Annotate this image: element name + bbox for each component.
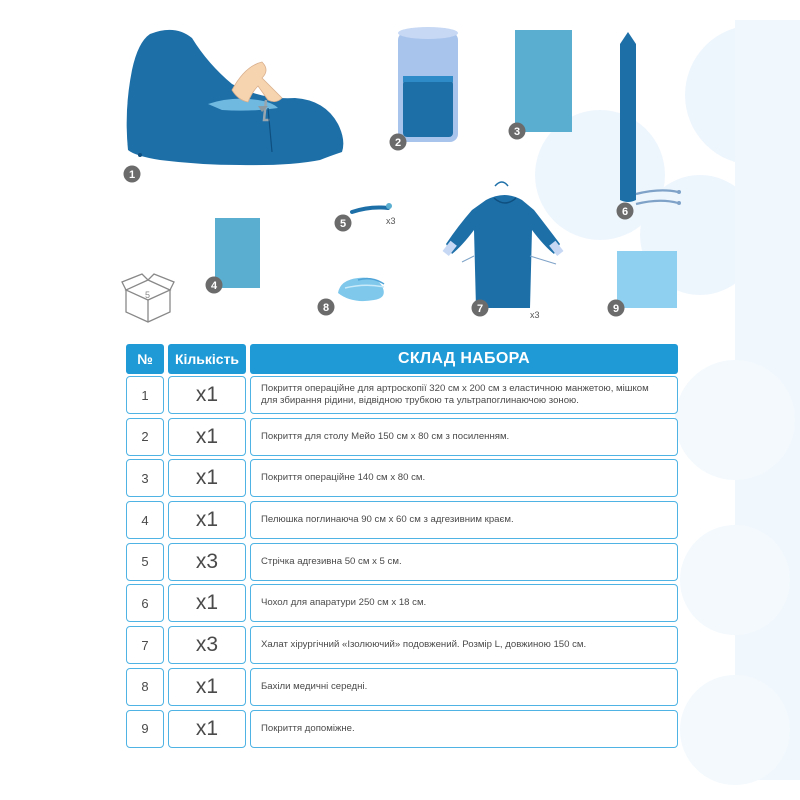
- badge-6-label: 6: [621, 206, 629, 218]
- table-row: [126, 626, 678, 664]
- header-quantity: Кількість: [168, 344, 246, 374]
- row-quantity: x1: [168, 584, 246, 622]
- badge-2-label: 2: [394, 137, 402, 149]
- row-quantity: x3: [168, 543, 246, 581]
- row-description: Покриття для столу Мейо 150 см х 80 см з посиленням.: [250, 418, 678, 456]
- item-9-auxiliary-cover: [617, 251, 677, 308]
- row-quantity: x1: [168, 501, 246, 539]
- row-number: 2: [126, 418, 164, 456]
- row-description: Бахіли медичні середні.: [250, 668, 678, 706]
- badge-1-label: 1: [128, 169, 136, 181]
- table-row: [126, 668, 678, 706]
- table-row: [126, 418, 678, 456]
- header-composition: СКЛАД НАБОРА: [250, 344, 678, 374]
- item-5-adhesive-tape: [352, 203, 392, 212]
- item-1-arthroscopy-drape: [127, 30, 344, 165]
- table-body: [126, 376, 678, 748]
- row-number: 1: [126, 376, 164, 414]
- table-row: [126, 501, 678, 539]
- row-number: 4: [126, 501, 164, 539]
- table-row: [126, 543, 678, 581]
- badge-8-label: 8: [322, 302, 330, 314]
- badge-4-label: 4: [210, 280, 218, 292]
- row-description: Покриття операційне для артроскопії 320 см х 200 см з еластичною манжетою, мішком для збирання рідини, відвідною трубкою та ультрапоглинаючою зоною.: [250, 376, 678, 414]
- table-row: [126, 584, 678, 622]
- row-number: 8: [126, 668, 164, 706]
- item-4-absorbent-pad: [215, 218, 260, 288]
- badge-9-label: 9: [612, 303, 620, 315]
- row-description: Пелюшка поглинаюча 90 см х 60 см з адгезивним краєм.: [250, 501, 678, 539]
- item-3-operating-drape: [515, 30, 572, 132]
- badge-5-label: 5: [339, 218, 347, 230]
- item-8-shoe-covers: [338, 278, 384, 301]
- badge-3-label: 3: [513, 126, 521, 138]
- row-number: 9: [126, 710, 164, 748]
- row-description: Халат хірургічний «Ізолюючий» подовжений. Розмір L, довжиною 150 см.: [250, 626, 678, 664]
- row-quantity: x1: [168, 668, 246, 706]
- gown-count: x3: [530, 310, 540, 320]
- row-quantity: x3: [168, 626, 246, 664]
- badge-7-label: 7: [476, 303, 484, 315]
- row-quantity: x1: [168, 376, 246, 414]
- row-description: Стрічка адгезивна 50 см х 5 см.: [250, 543, 678, 581]
- row-number: 6: [126, 584, 164, 622]
- item-6-equipment-cover: [620, 32, 681, 205]
- table-row: [126, 376, 678, 414]
- kit-composition-table: [126, 344, 678, 748]
- table-row: [126, 459, 678, 497]
- row-quantity: x1: [168, 710, 246, 748]
- header-number: №: [126, 344, 164, 374]
- row-quantity: x1: [168, 459, 246, 497]
- tape-count: x3: [386, 216, 396, 226]
- row-description: Чохол для апаратури 250 см х 18 см.: [250, 584, 678, 622]
- table-header: [126, 344, 678, 374]
- row-description: Покриття операційне 140 см х 80 см.: [250, 459, 678, 497]
- kit-illustrations: [0, 0, 800, 335]
- row-quantity: x1: [168, 418, 246, 456]
- box-number: 5: [145, 290, 151, 300]
- row-number: 3: [126, 459, 164, 497]
- table-row: [126, 710, 678, 748]
- row-number: 5: [126, 543, 164, 581]
- item-7-surgical-gown: [443, 182, 564, 308]
- item-2-mayo-cover: [398, 27, 458, 142]
- row-number: 7: [126, 626, 164, 664]
- row-description: Покриття допоміжне.: [250, 710, 678, 748]
